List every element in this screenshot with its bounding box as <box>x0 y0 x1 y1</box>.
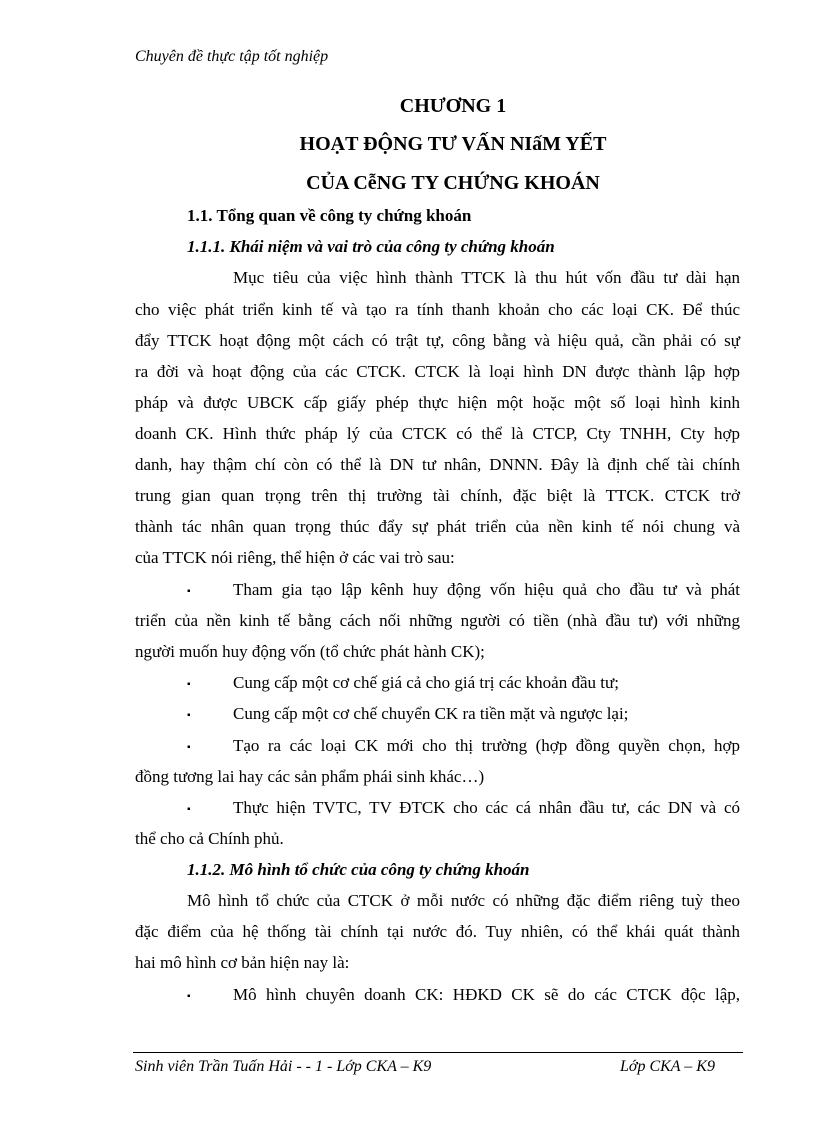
bullet-text-line: Thực hiện TVTC, TV ĐTCK cho các cá nhân đầu tư, các DN và có <box>233 798 740 817</box>
bullet-marker: ▪ <box>187 742 191 753</box>
paragraph-line: cho việc phát triển kinh tế và tạo ra tính thanh khoản cho các loại CK. Để thúc <box>135 300 740 319</box>
paragraph-line: trung gian quan trọng trên thị trường tài chính, đặc biệt là TTCK. CTCK trở <box>135 486 740 505</box>
bullet-text-line: người muốn huy động vốn (tổ chức phát hành CK); <box>135 642 485 661</box>
section-heading-1-1: 1.1. Tổng quan về công ty chứng khoán <box>187 206 472 225</box>
bullet-text-line: triển của nền kinh tế bằng cách nối những người có tiền (nhà đầu tư) với những <box>135 611 740 630</box>
paragraph-line: Mô hình tổ chức của CTCK ở mỗi nước có những đặc điểm riêng tuỳ theo <box>187 891 740 910</box>
bullet-text-line: đồng tương lai hay các sản phẩm phái sinh khác…) <box>135 767 485 786</box>
paragraph-line: thành tác nhân quan trọng thúc đẩy sự phát triển của nền kinh tế nói chung và <box>135 517 740 536</box>
paragraph-line: hai mô hình cơ bản hiện nay là: <box>135 953 350 972</box>
footer-left-text: Sinh viên Trần Tuấn Hải - - 1 - Lớp CKA – K9 <box>135 1058 432 1075</box>
paragraph-line: doanh CK. Hình thức pháp lý của CTCK có thể là CTCP, Cty TNHH, Cty hợp <box>135 424 740 443</box>
bullet-marker: ▪ <box>187 679 191 690</box>
bullet-text-line: Cung cấp một cơ chế chuyển CK ra tiền mặt và ngược lại; <box>233 704 629 723</box>
bullet-text-line: thể cho cả Chính phủ. <box>135 829 284 848</box>
bullet-marker: ▪ <box>187 586 191 597</box>
bullet-text-line: Cung cấp một cơ chế giá cả cho giá trị các khoản đầu tư; <box>233 673 619 692</box>
paragraph-line: đặc điểm của hệ thống tài chính tại nước đó. Tuy nhiên, có thể khái quát thành <box>135 922 740 941</box>
section-heading-1-1-2: 1.1.2. Mô hình tổ chức của công ty chứng khoán <box>187 860 530 879</box>
section-heading-1-1-1: 1.1.1. Khái niệm và vai trò của công ty chứng khoán <box>187 237 555 256</box>
page-header: Chuyên đề thực tập tốt nghiệp <box>135 48 329 65</box>
paragraph-line: đẩy TTCK hoạt động một cách có trật tự, công bằng và hiệu quả, cần phải có sự <box>135 331 740 350</box>
chapter-number: CHƯƠNG 1 <box>399 95 507 117</box>
paragraph-line: Mục tiêu của việc hình thành TTCK là thu hút vốn đầu tư dài hạn <box>233 268 740 287</box>
bullet-marker: ▪ <box>187 991 191 1002</box>
chapter-title-line-2: CỦA CễNG TY CHỨNG KHOÁN <box>306 172 600 194</box>
paragraph-line: pháp và được UBCK cấp giấy phép thực hiện một hoặc một số loại hình kinh <box>135 393 740 412</box>
paragraph-line: của TTCK nói riêng, thể hiện ở các vai trò sau: <box>135 548 455 567</box>
bullet-marker: ▪ <box>187 804 191 815</box>
footer-divider <box>133 1052 743 1053</box>
paragraph-line: ra đời và hoạt động của các CTCK. CTCK là loại hình DN được thành lập hợp <box>135 362 740 381</box>
bullet-text-line: Mô hình chuyên doanh CK: HĐKD CK sẽ do các CTCK độc lập, <box>233 985 740 1004</box>
footer-right-text: Lớp CKA – K9 <box>620 1058 715 1075</box>
bullet-marker: ▪ <box>187 710 191 721</box>
paragraph-line: danh, hay thậm chí còn có thể là DN tư nhân, DNNN. Đây là định chế tài chính <box>135 455 740 474</box>
chapter-title-line-1: HOẠT ĐỘNG TƯ VẤN NIấM YẾT <box>299 133 607 155</box>
bullet-text-line: Tham gia tạo lập kênh huy động vốn hiệu quả cho đầu tư và phát <box>233 580 740 599</box>
bullet-text-line: Tạo ra các loại CK mới cho thị trường (hợp đồng quyền chọn, hợp <box>233 736 740 755</box>
